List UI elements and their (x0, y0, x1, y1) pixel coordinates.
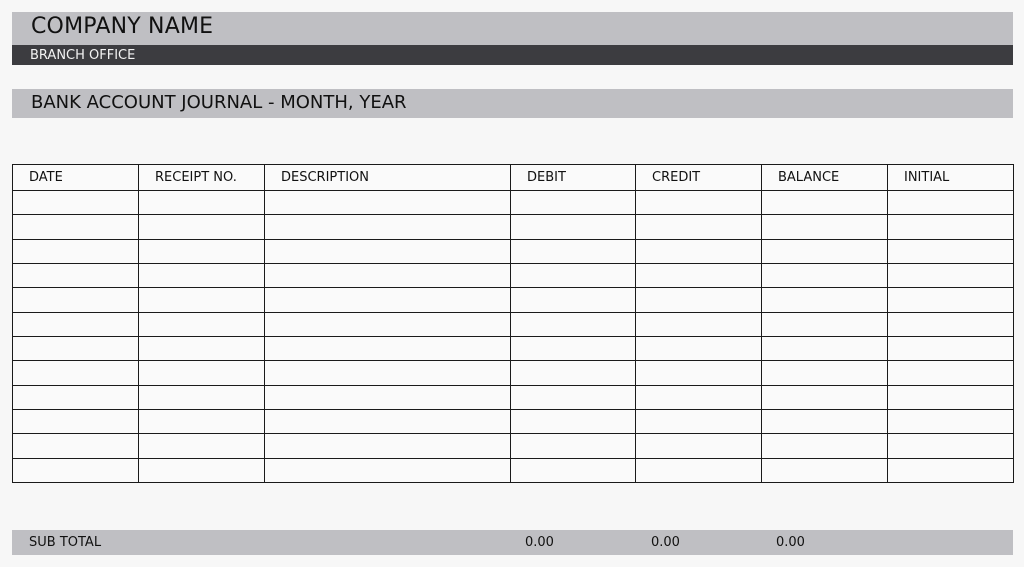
company-name: COMPANY NAME (31, 14, 214, 39)
cell-receipt-no[interactable] (139, 385, 265, 409)
table-row (13, 239, 1014, 263)
table-row (13, 263, 1014, 287)
cell-credit[interactable] (636, 312, 762, 336)
cell-debit[interactable] (511, 361, 636, 385)
cell-initial[interactable] (888, 458, 1014, 482)
cell-receipt-no[interactable] (139, 434, 265, 458)
cell-credit[interactable] (636, 336, 762, 360)
cell-balance[interactable] (762, 336, 888, 360)
cell-initial[interactable] (888, 336, 1014, 360)
cell-credit[interactable] (636, 215, 762, 239)
cell-date[interactable] (13, 239, 139, 263)
cell-description[interactable] (265, 361, 511, 385)
cell-balance[interactable] (762, 409, 888, 433)
table-row (13, 434, 1014, 458)
journal-table-body (13, 191, 1014, 483)
cell-receipt-no[interactable] (139, 458, 265, 482)
cell-receipt-no[interactable] (139, 312, 265, 336)
subtotal-balance: 0.00 (776, 535, 805, 550)
cell-receipt-no[interactable] (139, 336, 265, 360)
cell-description[interactable] (265, 191, 511, 215)
branch-office-band (12, 45, 1013, 65)
subtotal-debit: 0.00 (525, 535, 554, 550)
cell-description[interactable] (265, 263, 511, 287)
cell-description[interactable] (265, 312, 511, 336)
cell-debit[interactable] (511, 288, 636, 312)
cell-receipt-no[interactable] (139, 409, 265, 433)
cell-date[interactable] (13, 191, 139, 215)
cell-credit[interactable] (636, 239, 762, 263)
cell-debit[interactable] (511, 385, 636, 409)
branch-office: BRANCH OFFICE (30, 48, 136, 63)
cell-initial[interactable] (888, 215, 1014, 239)
cell-initial[interactable] (888, 312, 1014, 336)
cell-date[interactable] (13, 312, 139, 336)
cell-debit[interactable] (511, 312, 636, 336)
journal-table (12, 164, 1014, 483)
cell-description[interactable] (265, 215, 511, 239)
cell-receipt-no[interactable] (139, 263, 265, 287)
cell-balance[interactable] (762, 288, 888, 312)
cell-initial[interactable] (888, 191, 1014, 215)
cell-credit[interactable] (636, 361, 762, 385)
column-header-receipt-no: RECEIPT NO. (139, 165, 265, 191)
cell-date[interactable] (13, 361, 139, 385)
cell-debit[interactable] (511, 263, 636, 287)
cell-description[interactable] (265, 336, 511, 360)
cell-date[interactable] (13, 215, 139, 239)
cell-date[interactable] (13, 263, 139, 287)
cell-credit[interactable] (636, 458, 762, 482)
column-header-balance: BALANCE (762, 165, 888, 191)
cell-balance[interactable] (762, 434, 888, 458)
cell-initial[interactable] (888, 385, 1014, 409)
subtotal-band (12, 530, 1013, 555)
table-row (13, 458, 1014, 482)
cell-debit[interactable] (511, 434, 636, 458)
cell-receipt-no[interactable] (139, 191, 265, 215)
cell-debit[interactable] (511, 336, 636, 360)
cell-balance[interactable] (762, 263, 888, 287)
cell-date[interactable] (13, 385, 139, 409)
cell-date[interactable] (13, 458, 139, 482)
column-header-debit: DEBIT (511, 165, 636, 191)
table-row (13, 361, 1014, 385)
cell-credit[interactable] (636, 191, 762, 215)
cell-date[interactable] (13, 434, 139, 458)
cell-balance[interactable] (762, 361, 888, 385)
cell-description[interactable] (265, 458, 511, 482)
cell-balance[interactable] (762, 215, 888, 239)
cell-initial[interactable] (888, 263, 1014, 287)
cell-receipt-no[interactable] (139, 361, 265, 385)
journal-title: BANK ACCOUNT JOURNAL - MONTH, YEAR (31, 92, 407, 113)
table-row (13, 409, 1014, 433)
cell-initial[interactable] (888, 239, 1014, 263)
cell-receipt-no[interactable] (139, 239, 265, 263)
cell-description[interactable] (265, 288, 511, 312)
column-header-initial: INITIAL (888, 165, 1014, 191)
cell-debit[interactable] (511, 458, 636, 482)
cell-receipt-no[interactable] (139, 215, 265, 239)
cell-initial[interactable] (888, 409, 1014, 433)
cell-debit[interactable] (511, 215, 636, 239)
cell-debit[interactable] (511, 409, 636, 433)
cell-date[interactable] (13, 288, 139, 312)
cell-balance[interactable] (762, 239, 888, 263)
table-row (13, 191, 1014, 215)
cell-balance[interactable] (762, 458, 888, 482)
cell-credit[interactable] (636, 385, 762, 409)
cell-balance[interactable] (762, 385, 888, 409)
cell-initial[interactable] (888, 434, 1014, 458)
cell-date[interactable] (13, 336, 139, 360)
cell-credit[interactable] (636, 409, 762, 433)
cell-credit[interactable] (636, 263, 762, 287)
cell-receipt-no[interactable] (139, 288, 265, 312)
cell-debit[interactable] (511, 191, 636, 215)
table-row (13, 215, 1014, 239)
cell-description[interactable] (265, 409, 511, 433)
cell-initial[interactable] (888, 361, 1014, 385)
column-header-date: DATE (13, 165, 139, 191)
cell-balance[interactable] (762, 312, 888, 336)
cell-credit[interactable] (636, 434, 762, 458)
table-row (13, 312, 1014, 336)
table-row (13, 288, 1014, 312)
cell-initial[interactable] (888, 288, 1014, 312)
cell-credit[interactable] (636, 288, 762, 312)
subtotal-credit: 0.00 (651, 535, 680, 550)
cell-debit[interactable] (511, 239, 636, 263)
column-header-credit: CREDIT (636, 165, 762, 191)
cell-description[interactable] (265, 434, 511, 458)
table-row (13, 336, 1014, 360)
cell-description[interactable] (265, 239, 511, 263)
table-row (13, 385, 1014, 409)
table-header-row (13, 165, 1014, 191)
subtotal-label: SUB TOTAL (29, 535, 102, 550)
cell-description[interactable] (265, 385, 511, 409)
cell-balance[interactable] (762, 191, 888, 215)
column-header-description: DESCRIPTION (265, 165, 511, 191)
cell-date[interactable] (13, 409, 139, 433)
